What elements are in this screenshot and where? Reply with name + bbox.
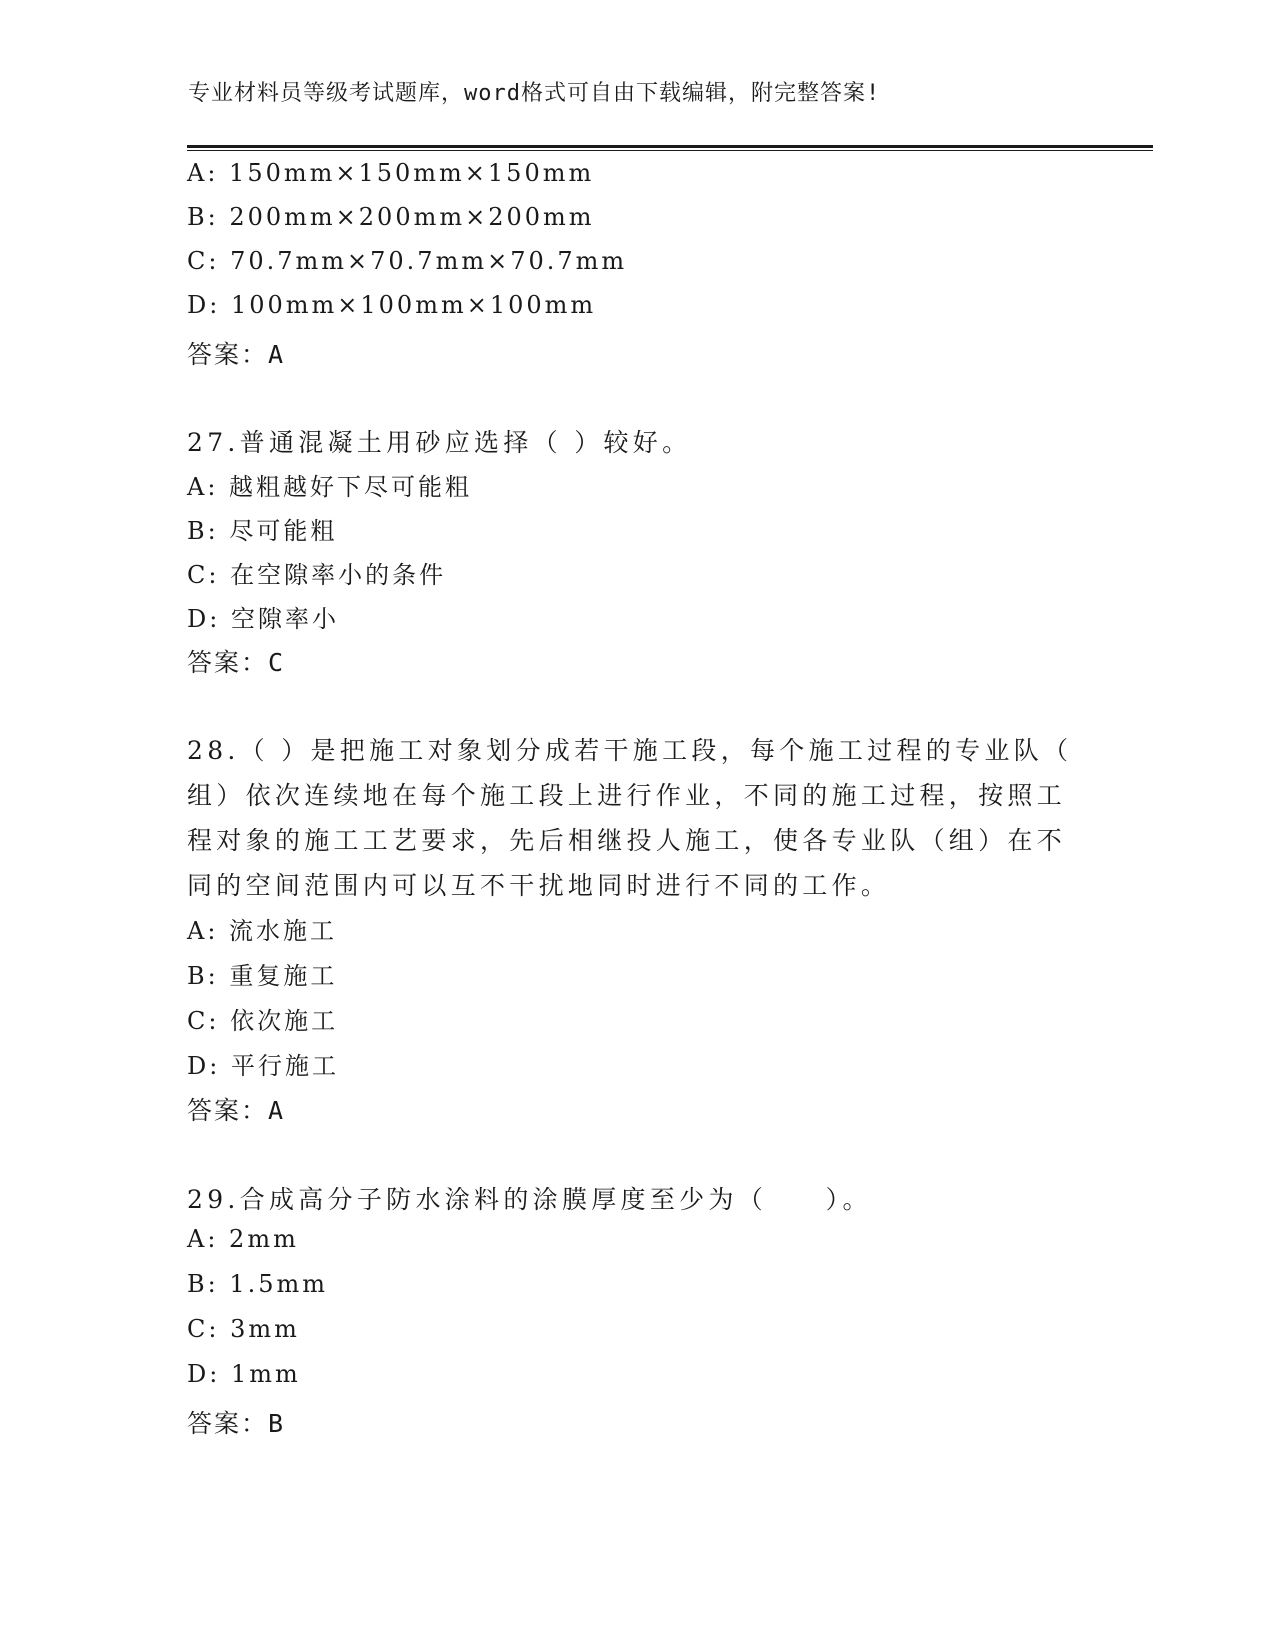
option-b: B: 重复施工	[187, 962, 338, 990]
answer: 答案：A	[187, 1096, 286, 1125]
option-b: B: 尽可能粗	[187, 517, 338, 545]
question-stem-line: 程对象的施工工艺要求，先后相继投人施工，使各专业队（组）在不	[187, 826, 1067, 855]
option-d: D: 空隙率小	[187, 605, 339, 633]
question-stem-line: 28.（ ）是把施工对象划分成若干施工段，每个施工过程的专业队（	[187, 736, 1073, 765]
option-a: A: 150mm×150mm×150mm	[187, 159, 595, 187]
option-a: A: 越粗越好下尽可能粗	[187, 473, 473, 501]
answer: 答案：A	[187, 340, 286, 369]
question-stem: 29.合成高分子防水涂料的涂膜厚度至少为（ ）。	[187, 1185, 872, 1214]
option-d: D: 100mm×100mm×100mm	[187, 291, 597, 319]
question-stem-line: 组）依次连续地在每个施工段上进行作业，不同的施工过程，按照工	[187, 781, 1067, 810]
answer: 答案：B	[187, 1409, 286, 1438]
option-c: C: 在空隙率小的条件	[187, 561, 447, 589]
header-divider	[187, 145, 1153, 151]
option-c: C: 依次施工	[187, 1007, 339, 1035]
question-stem-line: 同的空间范围内可以互不干扰地同时进行不同的工作。	[187, 871, 891, 900]
option-d: D: 1mm	[187, 1360, 301, 1388]
question-stem: 27.普通混凝土用砂应选择（ ）较好。	[187, 428, 692, 457]
option-a: A: 2mm	[187, 1225, 299, 1253]
page-header: 专业材料员等级考试题库，word格式可自由下载编辑，附完整答案!	[188, 81, 881, 106]
option-c: C: 3mm	[187, 1315, 300, 1343]
option-a: A: 流水施工	[187, 917, 338, 945]
option-b: B: 1.5mm	[187, 1270, 329, 1298]
option-d: D: 平行施工	[187, 1052, 339, 1080]
answer: 答案：C	[187, 648, 286, 677]
option-b: B: 200mm×200mm×200mm	[187, 203, 595, 231]
option-c: C: 70.7mm×70.7mm×70.7mm	[187, 247, 628, 275]
